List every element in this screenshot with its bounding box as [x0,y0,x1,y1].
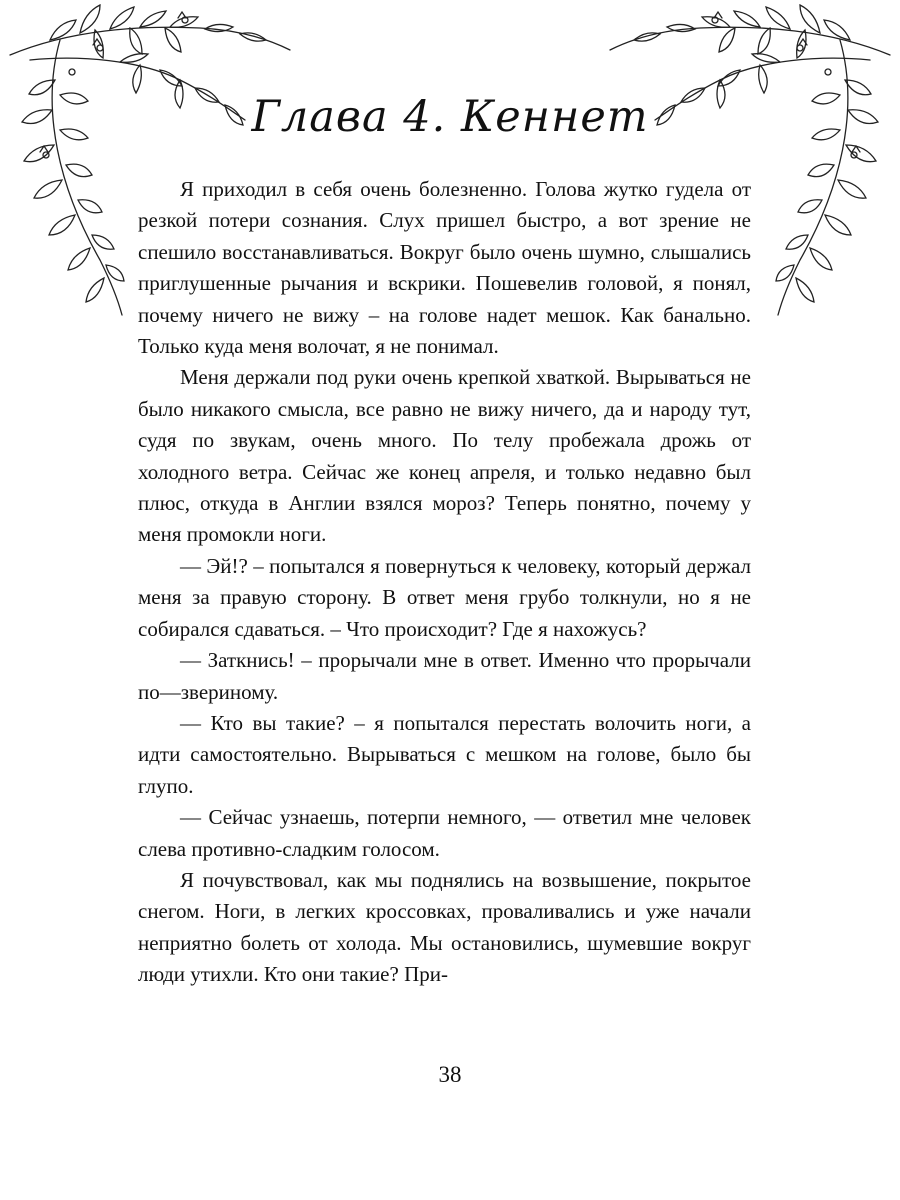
paragraph-3-dialogue: — Эй!? – попытался я повернуться к человеку, который держал меня за правую сторону. В ответ меня грубо толкнули, но я не собирался сдаваться. – Что происходит? Где я нахожусь? [138,553,751,641]
paragraph-7: Я почувствовал, как мы поднялись на возвышение, покрытое снегом. Ноги, в легких кроссовках, проваливались и уже начали неприятно болеть от холода. Мы остановились, шумевшие вокруг люди утихли. Кто они такие? При- [138,867,751,987]
paragraph-6-dialogue: — Сейчас узнаешь, потерпи немного, — ответил мне человек слева противно-сладким голосом. [138,805,751,861]
paragraph-4-dialogue: — Заткнись! – прорычали мне в ответ. Именно что прорычали по—звериному. [138,648,751,704]
chapter-title: Глава 4. Кеннет [251,92,649,142]
paragraph-5-dialogue: — Кто вы такие? – я попытался перестать волочить ноги, а идти самостоятельно. Вырываться с мешком на голове, было бы глупо. [138,710,751,798]
paragraph-2: Меня держали под руки очень крепкой хваткой. Вырываться не было никакого смысла, все равно не вижу ничего, да и народу тут, судя по звукам, очень много. По телу пробежала дрожь от холодного ветра. Сейчас же конец апреля, и только недавно был плюс, откуда в Англии взялся мороз? Теперь понятно, почему у меня промокли ноги. [138,365,751,547]
chapter-body-text [138,174,751,991]
page-number: 38 [438,1062,462,1087]
paragraph-1: Я приходил в себя очень болезненно. Голова жутко гудела от резкой потери сознания. Слух пришел быстро, а вот зрение не спешило восстанавливаться. Вокруг было очень шумно, слышались приглушенные рычания и вскрики. Пошевелив головой, я понял, почему ничего не вижу – на голове надет мешок. Как банально. Только куда меня волочат, я не понимал. [138,177,751,359]
